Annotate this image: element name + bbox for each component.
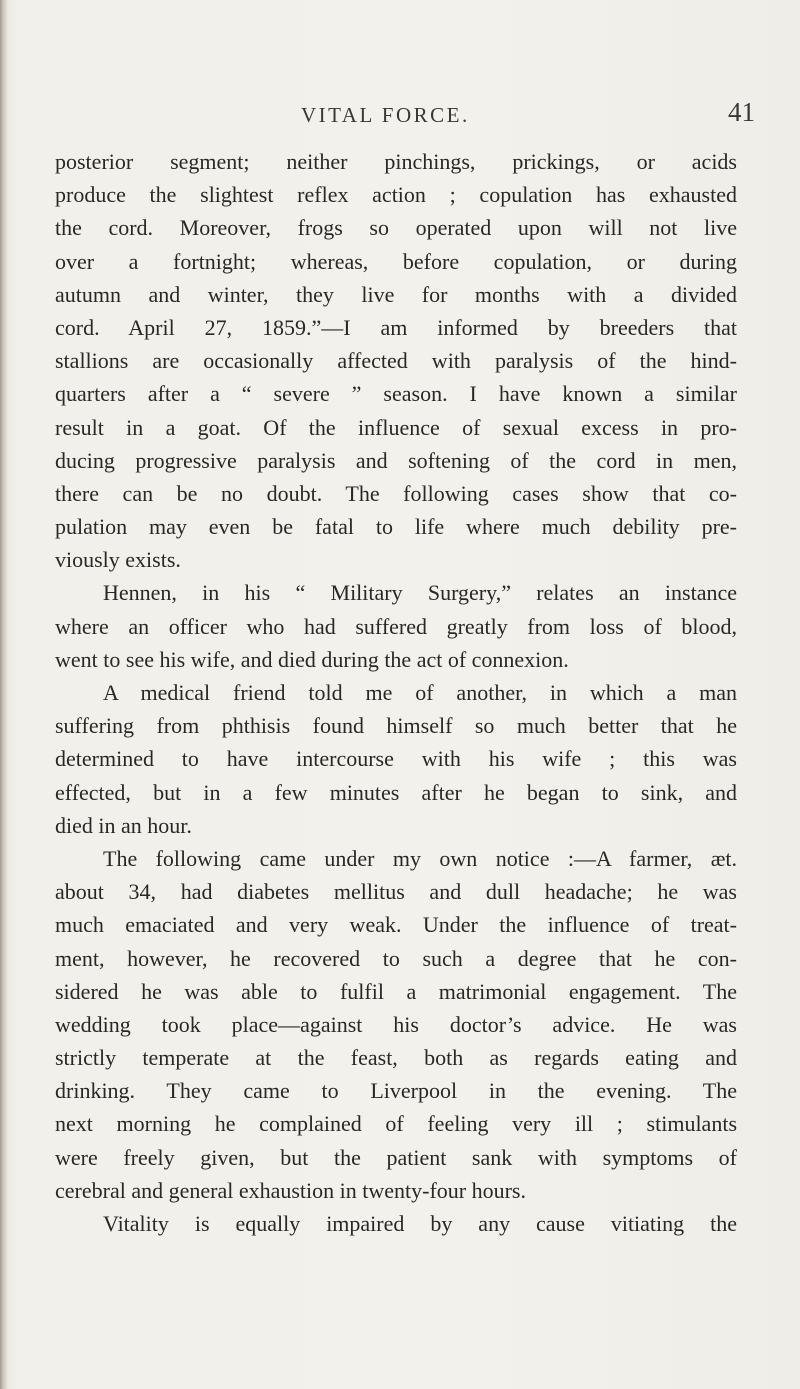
text-line: posterior segment; neither pinchings, prickings, or acids [55,149,737,174]
body-text [55,145,737,1240]
text-line: autumn and winter, they live for months with a divided [55,281,737,307]
binding-shadow [0,0,8,1389]
text-line: Vitality is equally impaired by any cause vitiating the [103,1211,737,1236]
text-line: over a fortnight; whereas, before copulation, or during [55,248,737,274]
text-line: suffering from phthisis found himself so much better that he [55,713,737,739]
text-line: cerebral and general exhaustion in twenty-four hours. [55,1177,526,1203]
text-line: cord. April 27, 1859.”—I am informed by breeders that [55,314,737,340]
paragraph [55,676,737,842]
text-line: much emaciated and very weak. Under the influence of treat- [55,912,737,938]
text-line: ducing progressive paralysis and softening of the cord in men, [55,447,737,473]
text-line: result in a goat. Of the influence of sexual excess in pro- [55,414,737,440]
text-line: ment, however, he recovered to such a degree that he con- [55,945,737,971]
text-line: pulation may even be fatal to life where much debility pre- [55,514,737,540]
text-line: viously exists. [55,547,181,573]
text-line: A medical friend told me of another, in which a man [103,680,737,705]
running-title: VITAL FORCE. [301,103,470,127]
text-line: Hennen, in his “ Military Surgery,” relates an instance [103,580,737,606]
text-line: about 34, had diabetes mellitus and dull headache; he was [55,879,737,905]
text-line: wedding took place—against his doctor’s advice. He was [55,1011,737,1037]
running-head [0,90,800,130]
text-line: strictly temperate at the feast, both as regards eating and [55,1045,737,1071]
text-line: the cord. Moreover, frogs so operated upon will not live [55,215,737,241]
page-number: 41 [728,97,755,127]
paragraph [55,145,737,576]
text-line: determined to have intercourse with his wife ; this was [55,746,737,772]
text-line: quarters after a “ severe ” season. I have known a similar [55,381,737,407]
paragraph [55,1207,737,1240]
paragraph [55,842,737,1207]
text-line: effected, but in a few minutes after he began to sink, and [55,779,737,805]
text-line: were freely given, but the patient sank with symptoms of [55,1144,737,1170]
text-line: The following came under my own notice :—A farmer, æt. [103,845,737,871]
paragraph [55,576,737,676]
text-line: there can be no doubt. The following cases show that co- [55,480,737,506]
text-line: produce the slightest reflex action ; copulation has exhausted [55,182,737,208]
text-line: sidered he was able to fulfil a matrimonial engagement. The [55,978,737,1004]
text-line: went to see his wife, and died during the act of connexion. [55,646,569,672]
text-line: drinking. They came to Liverpool in the evening. The [55,1078,737,1104]
text-line: stallions are occasionally affected with paralysis of the hind- [55,348,737,374]
text-line: died in an hour. [55,812,192,838]
text-line: where an officer who had suffered greatly from loss of blood, [55,613,737,639]
text-line: next morning he complained of feeling very ill ; stimulants [55,1111,737,1137]
